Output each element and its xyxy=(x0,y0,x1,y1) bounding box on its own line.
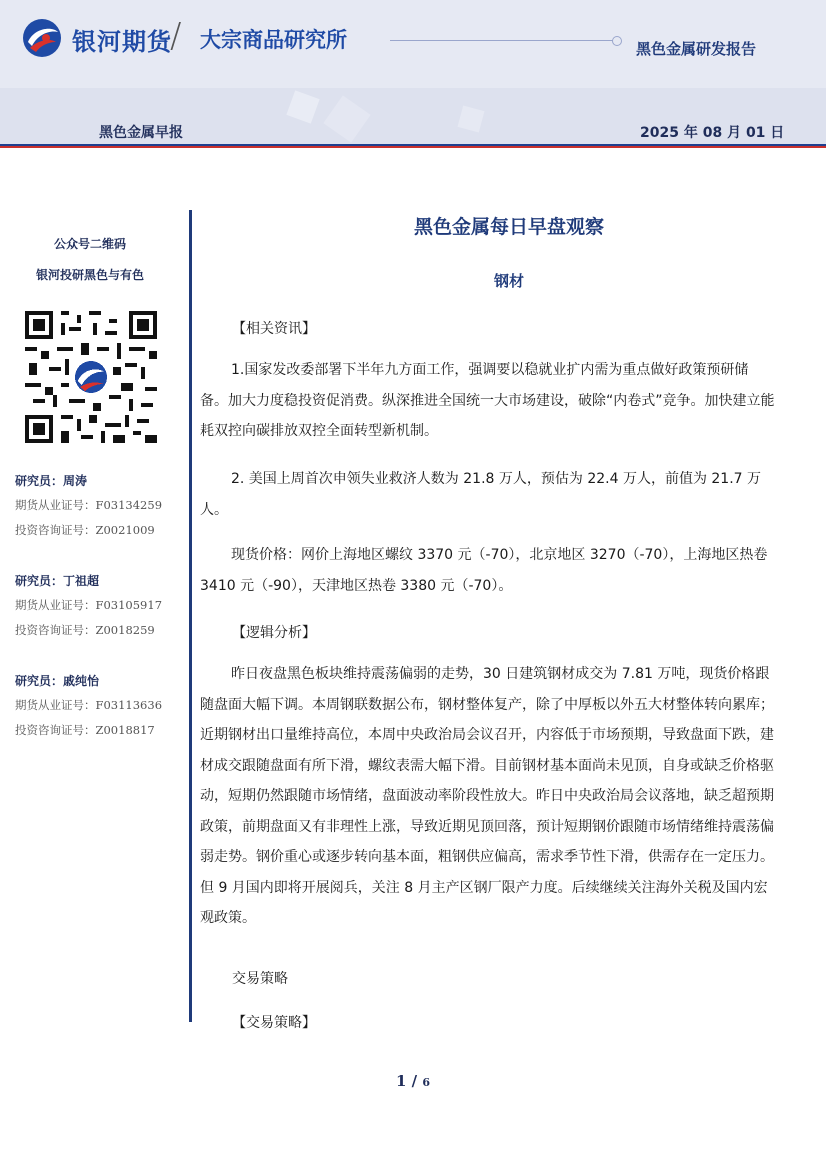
report-type: 黑色金属研发报告 xyxy=(636,40,757,58)
page-total: 6 xyxy=(422,1076,431,1089)
logo-text: 银河期货 xyxy=(72,28,172,56)
logic-paragraph: 昨日夜盘黑色板块维持震荡偏弱的走势，30 日建筑钢材成交为 7.81 万吨，现货价格跟随盘面大幅下调。本周钢联数据公布，钢材整体复产，除了中厚板以外五大材整体转向累库；近期钢材出口量维持高位，本周中央政治局会议召开，内容低于市场预期，导致盘面下跌，建材成交跟随盘面有所下滑，螺纹表需大幅下滑。目前钢材基本面尚未见顶，自身或缺乏价格驱动，短期仍然跟随市场情绪，盘面波动率阶段性放大。昨日中央政治局会议落地，缺乏超预期政策，前期盘面又有非理性上涨，导致近期见顶回落，预计短期钢价跟随市场情绪维持震荡偏弱走势。钢价重心或逐步转向基本面，粗钢供应偏高，需求季节性下滑，供需存在一定压力。但 9 月国内即将开展阅兵，关注 8 月主产区钢厂限产力度。后续继续关注海外关税及国内宏观政策。 xyxy=(200,666,774,926)
section-subtitle: 钢材 xyxy=(493,272,524,290)
decorative-shapes xyxy=(270,88,570,146)
section-heading-strategy: 【交易策略】 xyxy=(232,1015,316,1031)
page-title: 黑色金属每日早盘观察 xyxy=(413,216,604,238)
header-accent-line xyxy=(0,146,826,148)
researcher-name: 研究员：戚纯怡 xyxy=(15,674,100,688)
brief-label: 黑色金属早报 xyxy=(99,125,183,141)
logo-slash: / xyxy=(170,16,182,56)
qr-title: 公众号二维码 xyxy=(53,237,126,251)
spot-price-paragraph: 现货价格：网价上海地区螺纹 3370 元（-70），北京地区 3270（-70），上海地区热卷 3410 元（-90），天津地区热卷 3380 元（-70）。 xyxy=(200,547,768,594)
qr-subtitle: 银河投研黑色与有色 xyxy=(35,268,144,282)
decorative-line xyxy=(390,40,615,41)
section-heading-logic: 【逻辑分析】 xyxy=(232,625,316,641)
qr-code xyxy=(25,311,157,443)
news-paragraph-1: 1.国家发改委部署下半年九方面工作，强调要以稳就业扩内需为重点做好政策预研储备。加大力度稳投资促消费。纵深推进全国统一大市场建设，破除“内卷式”竞争。加快建立能耗双控向碳排放双控全面转型新机制。 xyxy=(200,362,775,439)
page-current: 1 xyxy=(395,1072,407,1090)
decorative-dot xyxy=(612,36,622,46)
strategy-label: 交易策略 xyxy=(232,971,288,987)
news-paragraph-2: 2. 美国上周首次申领失业救济人数为 21.8 万人，预估为 22.4 万人，前值为 21.7 万人。 xyxy=(200,471,762,518)
researcher-name: 研究员：周涛 xyxy=(15,474,88,488)
institute-name: 大宗商品研究所 xyxy=(200,28,347,52)
page-sep: / xyxy=(411,1072,418,1090)
page-number xyxy=(0,1072,826,1090)
researcher-cert: 期货从业证号：F03134259 xyxy=(15,498,163,512)
sidebar-divider xyxy=(189,210,192,1022)
section-heading-news: 【相关资讯】 xyxy=(232,321,316,337)
researcher-name: 研究员：丁祖超 xyxy=(15,574,100,588)
researcher-cert: 期货从业证号：F03113636 xyxy=(15,698,163,712)
report-date: 2025 年 08 月 01 日 xyxy=(640,125,785,141)
researcher-cert: 投资咨询证号：Z0018259 xyxy=(15,623,155,637)
researcher-cert: 期货从业证号：F03105917 xyxy=(15,598,163,612)
researcher-cert: 投资咨询证号：Z0021009 xyxy=(15,523,155,537)
researcher-cert: 投资咨询证号：Z0018817 xyxy=(15,723,155,737)
galaxy-logo-icon xyxy=(22,18,62,58)
